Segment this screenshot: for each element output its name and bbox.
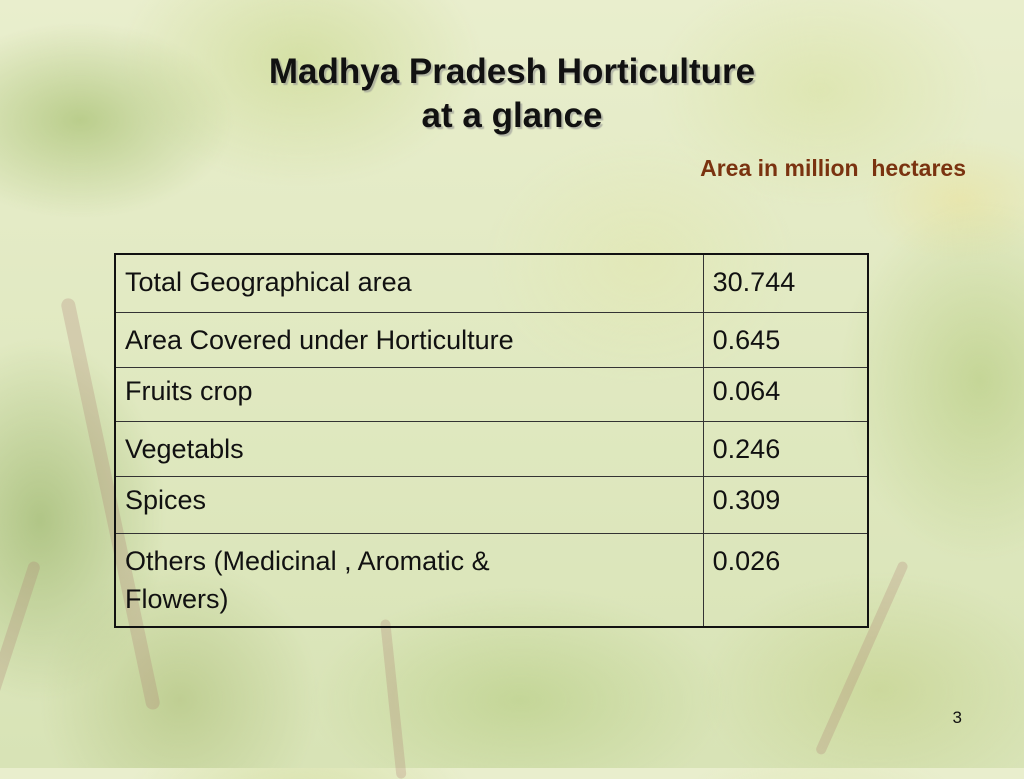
table-row xyxy=(115,254,868,312)
table-row xyxy=(115,476,868,533)
table-row xyxy=(115,533,868,627)
row-label: Vegetabls xyxy=(115,421,703,476)
row-label: Total Geographical area xyxy=(115,254,703,312)
unit-note: Area in million hectares xyxy=(700,155,966,181)
table-row xyxy=(115,367,868,421)
row-value: 0.645 xyxy=(703,312,868,367)
row-value: 0.309 xyxy=(703,476,868,533)
horticulture-table xyxy=(114,253,869,628)
background-branch xyxy=(0,560,41,754)
slide-title-line-2: at a glance xyxy=(421,96,603,135)
row-value: 30.744 xyxy=(703,254,868,312)
row-value: 0.026 xyxy=(703,533,868,627)
row-value: 0.246 xyxy=(703,421,868,476)
row-label: Fruits crop xyxy=(115,367,703,421)
page-number: 3 xyxy=(952,708,962,727)
row-label: Others (Medicinal , Aromatic & Flowers) xyxy=(115,533,703,627)
table-row xyxy=(115,312,868,367)
slide-title xyxy=(112,50,912,138)
row-label: Area Covered under Horticulture xyxy=(115,312,703,367)
row-label: Spices xyxy=(115,476,703,533)
slide-title-line-1: Madhya Pradesh Horticulture xyxy=(268,52,756,91)
table-row xyxy=(115,421,868,476)
row-value: 0.064 xyxy=(703,367,868,421)
background-branch xyxy=(380,619,407,779)
